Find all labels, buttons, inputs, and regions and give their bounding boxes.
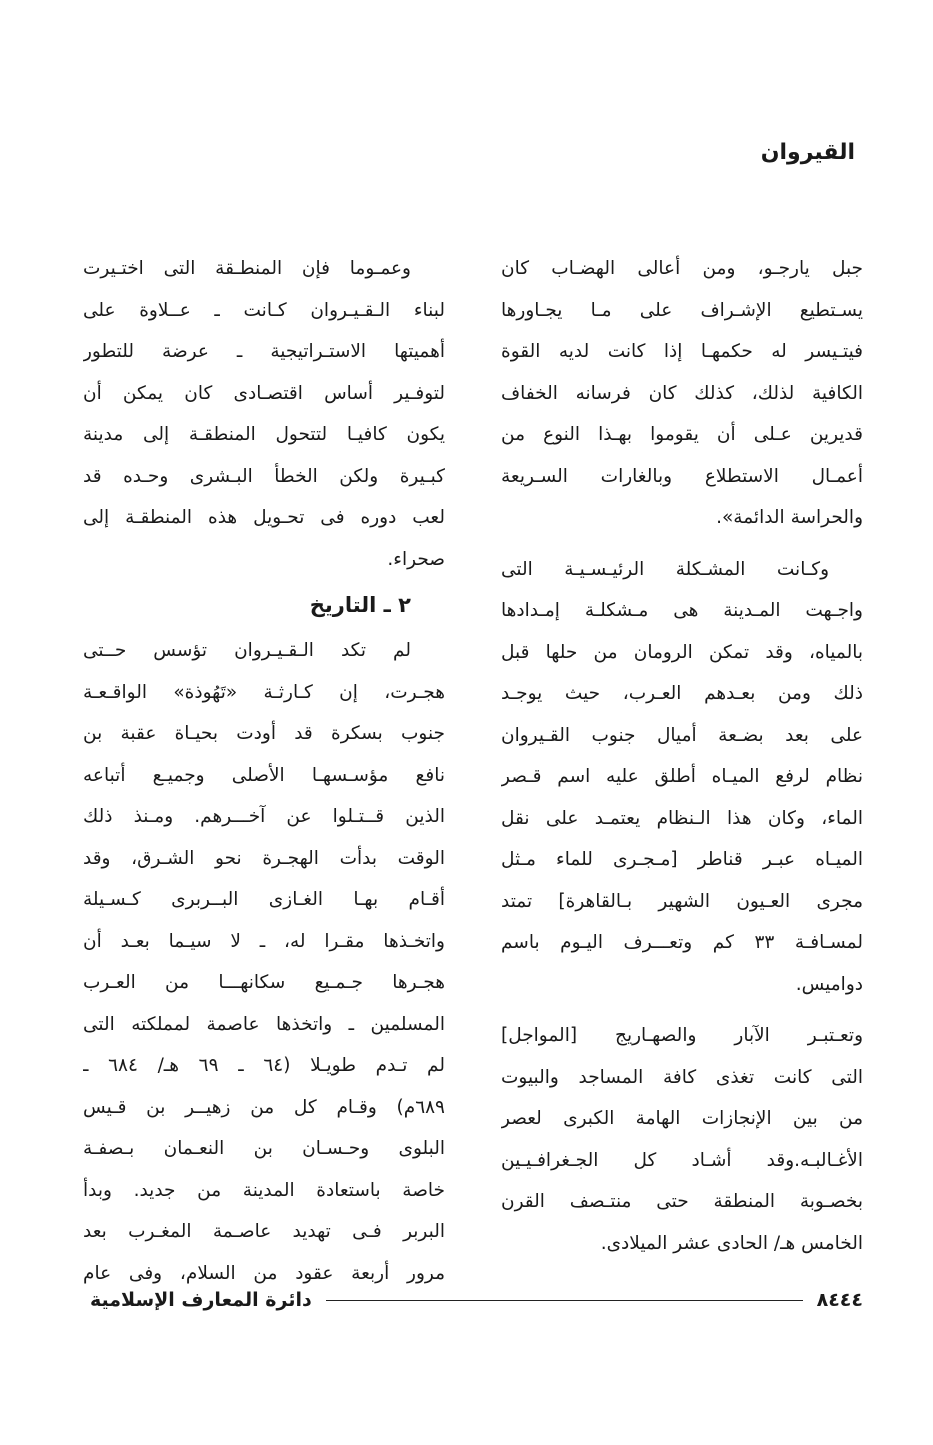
text-line: الأغـالبـه.وقد أشـاد كل الجـغرافـيـين — [501, 1149, 863, 1171]
page-footer — [90, 1285, 863, 1315]
text-line: ذلك ومن بعـدهم العـرب، حيث يوجـد — [501, 683, 863, 704]
text-line: وتعـتبـر الآبار والصهـاريج [المواجل] — [501, 1025, 863, 1046]
text-line: الميـاه عبـر قناطر [مـجـرى للماء مـثل — [501, 849, 863, 870]
text-line: يسـتطيع الإشـراف على مـا يجـاورها — [501, 299, 863, 321]
text-line: أعمـال الاستطلاع وبالغارات السـريعة — [501, 465, 863, 487]
text-line: واتخـذها مقـرا له، ـ لا سيـما بعـد أن — [83, 930, 445, 952]
text-line: الذين قــتـلوا عن آخـــرهم. ومـنذ ذلك — [83, 806, 445, 827]
text-line: واجـهت المـدينة هى مـشكلـة إمـدادها — [501, 600, 863, 621]
text-line: مرور أربعة عقود من السلام، وفى عام — [83, 1262, 445, 1284]
text-line: أقـام بهـا الغـازى البــربرى كـسـيلة — [83, 889, 445, 910]
text-line: لم تـدم طويـلا (٦٤ ـ ٦٩ هـ/ ٦٨٤ ـ — [83, 1055, 445, 1076]
text-line: كبـيرة ولكن الخطأ البـشرى وحـده قد — [83, 465, 445, 487]
left-column — [83, 248, 445, 1294]
text-line: صحراء. — [387, 548, 445, 570]
text-line: ٦٨٩م) وقـام كل من زهيــر بن قـيس — [83, 1096, 445, 1118]
text-line: الوقت بدأت الهجـرة نحو الشـرق، وقد — [83, 847, 445, 869]
footer-book-title: دائرة المعارف الإسلامية — [90, 1289, 312, 1311]
text-line: جبل يارجـو، ومن أعالى الهضـاب كان — [501, 258, 863, 279]
text-line: على بعد بضـعة أميال جنوب القـيروان — [501, 724, 863, 746]
text-line: وعمـوما فإن المنطـقة التى اختـيرت — [83, 258, 411, 279]
running-header-title: القيروان — [760, 140, 855, 165]
text-line: هجـرها جـمـيع سكانهـــا من العـرب — [83, 972, 445, 993]
text-line: البربر فـى تهديد عاصـمة المغـرب بعد — [83, 1221, 445, 1242]
text-line: يكون كافيـا لتتحول المنطقـة إلى مدينة — [83, 424, 445, 445]
paragraph — [83, 630, 445, 1294]
text-line: الخامس هـ/ الحادى عشر الميلادى. — [600, 1232, 863, 1254]
text-line: أهميتها الاستـراتيجية ـ عرضة للتطور — [83, 341, 445, 362]
paragraph — [501, 248, 863, 539]
section-heading: ٢ ـ التاريخ — [309, 593, 411, 617]
text-line: لم تكد الـقـيـروان تؤسس حــتى — [83, 640, 411, 661]
paragraph — [501, 549, 863, 1006]
text-line: جنوب بسكرة قد أودت بحيـاة عقبة بن — [83, 723, 445, 744]
text-line: من بين الإنجازات الهامة الكبرى لعصر — [501, 1108, 863, 1129]
text-line: لبناء الـقـيـروان كـانت ـ عــلاوة على — [83, 299, 445, 321]
paragraph — [83, 248, 445, 580]
text-line: دواميس. — [795, 973, 863, 995]
text-line: الكافية لذلك، كذلك كان فرسانه الخفاف — [501, 382, 863, 404]
text-line: وكـانت المشـكلة الرئيـسـيـة التى — [501, 558, 829, 580]
paragraph — [501, 1015, 863, 1264]
text-line: لعب دوره فى تحـويل هذه المنطقـة إلى — [83, 507, 445, 528]
text-line: فيتـيسر له حكمهـا إذا كانت لديه القوة — [501, 341, 863, 362]
text-line: لمسـافـة ٣٣ كم وتعـــرف اليـوم باسم — [501, 932, 863, 953]
text-line: قديرين عـلى أن يقوموا بهـذا النوع من — [501, 424, 863, 445]
text-line: بالمياه، وقد تمكن الرومان من حلها قبل — [501, 641, 863, 663]
text-line: بخصـوبة المنطقة حتى منتـصف القرن — [501, 1191, 863, 1212]
right-column — [501, 248, 863, 1264]
paragraph-gap — [501, 539, 863, 549]
text-line: لتوفـير أساس اقتصـادى كان يمكن أن — [83, 382, 445, 404]
paragraph-gap — [501, 1005, 863, 1015]
text-line: مجرى العـيون الشهير بـالقاهرة] تمتد — [501, 890, 863, 912]
text-line: نظام لرفع الميـاه أطلق عليه اسم قـصر — [501, 766, 863, 787]
text-line: والحراسة الدائمة». — [716, 507, 863, 528]
page-number: ٨٤٤٤ — [816, 1289, 863, 1311]
text-line: الماء، وكان هذا الـنظام يعتمـد على نقل — [501, 807, 863, 829]
text-line: خاصة باستعادة المدينة من جديد. وبدأ — [83, 1179, 445, 1201]
text-line: التى كانت تغذى كافة المساجد والبيوت — [501, 1066, 863, 1088]
footer-rule — [326, 1300, 803, 1301]
text-line: المسلمين ـ واتخذها عاصمة لمملكته التى — [83, 1013, 445, 1035]
text-line: نافع مؤسـسهـا الأصلى وجميـع أتباعه — [83, 764, 445, 786]
text-line: البلوى وحـسـان بن النعـمان بـصفـة — [83, 1138, 445, 1159]
text-line: هجـرت، إن كـارثـة «تَهُوذة» الواقـعـة — [83, 681, 445, 703]
